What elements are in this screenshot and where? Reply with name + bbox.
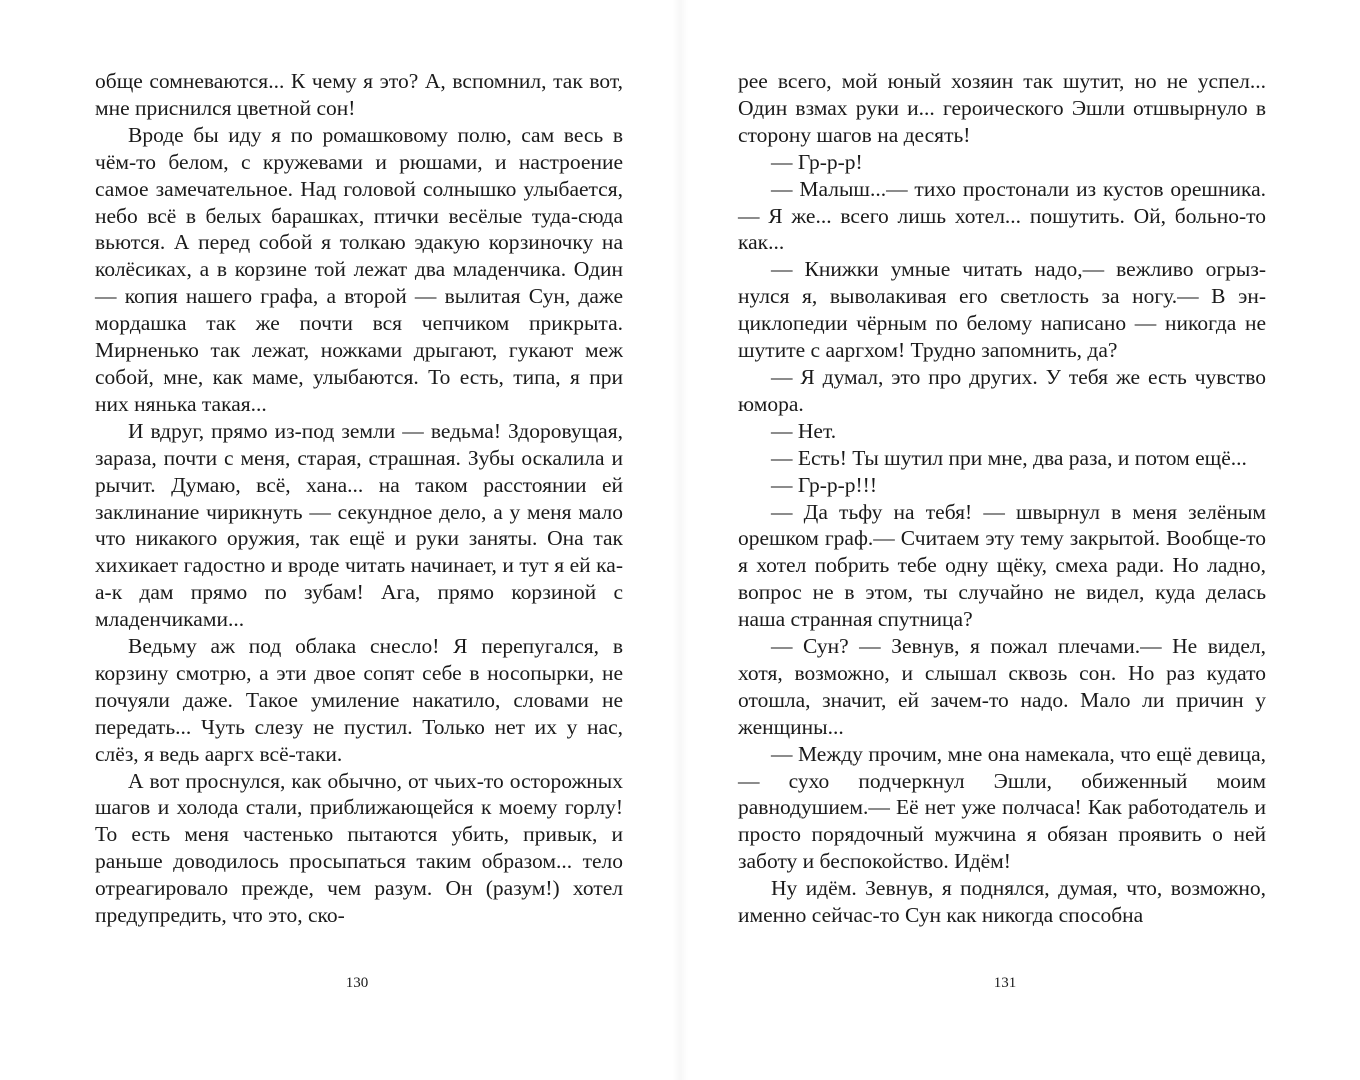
left-page-text xyxy=(95,68,623,929)
paragraph: — Книжки умные читать надо,— вежливо огрызнулся я, выволакивая его светлость за ногу.— В энциклопедии чёрным по белому написано — никогда не шутите с ааргхом! Трудно запомнить, да? xyxy=(738,257,1266,363)
right-page xyxy=(738,68,1266,929)
paragraph: — Сун? — Зевнув, я пожал плечами.— Не видел, хотя, возможно, и слышал сквозь сон. Но раз кудато отошла, значит, ей зачем-то надо. Мало ли причин у женщины... xyxy=(738,634,1266,739)
paragraph: — Между прочим, мне она намекала, что ещё девица,— сухо подчеркнул Эшли, обиженный моим равнодушием.— Её нет уже полчаса! Как работодатель и просто порядочный мужчина я обязан проявить о ней заботу и беспокойство. Идём! xyxy=(738,741,1266,874)
paragraph: — Да тьфу на тебя! — швырнул в меня зелёным орешком граф.— Считаем эту тему закрытой. Вообще-то я хотел побрить тебе одну щёку, смеха ради. Но ладно, вопрос не в этом, ты случайно не видел, куда делась наша странная спутница? xyxy=(738,499,1266,632)
paragraph: обще сомневаются... К чему я это? А, вспомнил, так вот, мне приснился цветной сон! xyxy=(95,69,623,120)
paragraph: — Гр-р-р! xyxy=(771,149,863,174)
paragraph: Ну идём. Зевнув, я поднялся, думая, что, возможно, именно сейчас-то Сун как никогда способна xyxy=(738,876,1266,928)
paragraph: — Есть! Ты шутил при мне, два раза, и потом ещё... xyxy=(771,445,1247,470)
page-number-right: 131 xyxy=(993,975,1017,991)
paragraph: рее всего, мой юный хозяин так шутит, но не успел... Один взмах руки и... героического Эшли отшвырнуло в сторону шагов на десять! xyxy=(738,69,1266,147)
paragraph: — Гр-р-р!!! xyxy=(771,472,877,497)
right-page-text xyxy=(738,68,1266,929)
book-gutter xyxy=(672,0,688,1080)
paragraph: Вроде бы иду я по ромашковому полю, сам весь в чём-то белом, с кружевами и рюшами, и настроение самое замечательное. Над головой солнышко улыбается, небо всё в белых барашках, птички весёлые туда-сюда вьются. А перед собой я толкаю эдакую корзиночку на колёсиках, а в корзине той лежат два младенчика. Один — копия нашего графа, а второй — вылитая Сун, даже мордашка так же почти вся чепчиком прикрыта. Мирненько так лежат, ножками дрыгают, гукают меж собой, мне, как маме, улыбаются. То есть, типа, я при них нянька такая... xyxy=(95,122,623,416)
page-number-left: 130 xyxy=(345,975,369,991)
paragraph: — Я думал, это про других. У тебя же есть чувство юмора. xyxy=(738,364,1266,416)
paragraph: А вот проснулся, как обычно, от чьих-то осторожных шагов и холода стали, приближающейся к моему горлу! То есть меня частенько пытаются убить, привык, и раньше доводилось просыпаться таким образом... тело отреагировало прежде, чем разум. Он (разум!) хотел предупредить, что это, ско- xyxy=(95,768,623,928)
paragraph: — Малыш...— тихо простонали из кустов орешника.— Я же... всего лишь хотел... пошутить. Ой, больно-то как... xyxy=(738,176,1266,255)
paragraph: И вдруг, прямо из-под земли — ведьма! Здоровущая, зараза, почти с меня, старая, страшная. Зубы оскалила и рычит. Думаю, всё, хана... на таком расстоянии ей заклинание чирикнуть — секундное дело, а у меня мало что никакого оружия, так ещё и руки заняты. Она так хихикает гадостно и вроде читать начинает, и тут я ей ка-а-к дам прямо по зубам! Ага, прямо корзиной с младенчиками... xyxy=(95,418,623,632)
left-page xyxy=(95,68,623,929)
paragraph: Ведьму аж под облака снесло! Я перепугался, в корзину смотрю, а эти двое сопят себе в носопырки, не почуяли даже. Такое умиление накатило, словами не передать... Чуть слезу не пустил. Только нет их у нас, слёз, я ведь ааргх всё-таки. xyxy=(95,634,623,766)
paragraph: — Нет. xyxy=(771,418,837,443)
